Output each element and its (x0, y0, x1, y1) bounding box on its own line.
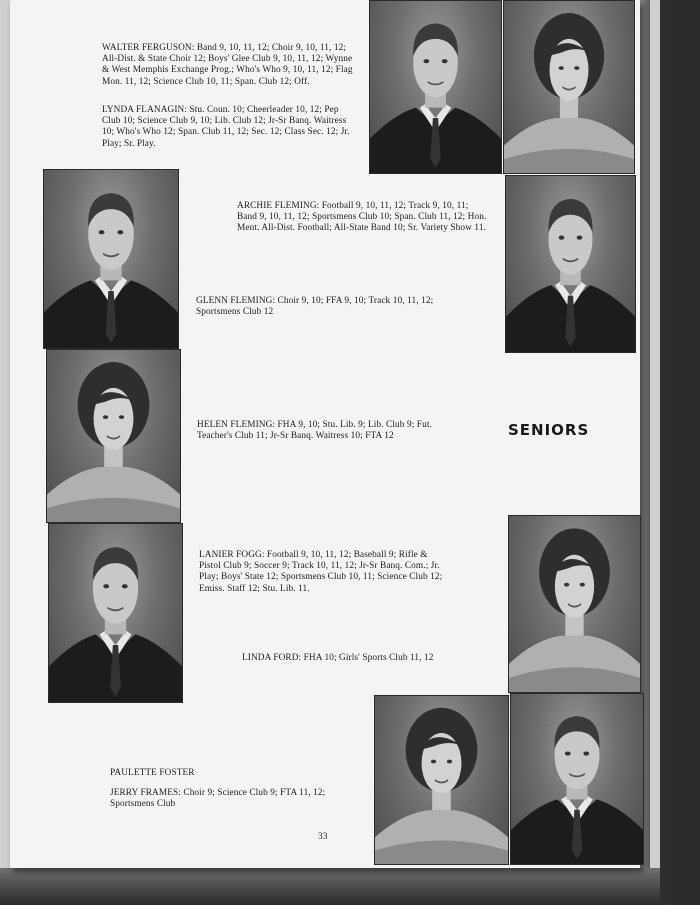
entry-walter-ferguson: WALTER FERGUSON: Band 9, 10, 11, 12; Choir 9, 10, 11, 12; All-Dist. & State Choir 12; Boys' Glee Club 9, 10, 11, 12; Wynne & West Memphis Exchange Prog.; Who's Who 9, 10, 11, 12; Flag Mon. 11, 12; Science Club 10, 11; Span. Club 12; Off. (102, 43, 353, 87)
entry-lynda-flanagin: LYNDA FLANAGIN: Stu. Coun. 10; Cheerleader 10, 12; Pep Club 10; Science Club 9, 10; Lib. Club 12; Jr-Sr Banq. Waitress 10; Who's Who 12; Span. Club 11, 12; Sec. 12; Class Sec. 12; Jr. Play; Sr. Play. (102, 105, 350, 149)
portrait-archie-fleming (505, 175, 636, 353)
entry-archie-fleming: ARCHIE FLEMING: Football 9, 10, 11, 12; Track 9, 10, 11; Band 9, 10, 11, 12; Sportsmens Club 10; Span. Club 11, 12; Hon. Ment. All-Dist. Football; All-State Band 10; Sr. Variety Show 11. (237, 201, 487, 234)
entry-linda-ford: LINDA FORD: FHA 10; Girls' Sports Club 11, 12 (242, 653, 434, 663)
page-number: 33 (318, 832, 328, 842)
female-portrait-icon (375, 696, 508, 864)
female-portrait-icon (509, 516, 640, 692)
portrait-helen-fleming (46, 349, 181, 523)
male-portrait-icon (44, 170, 178, 348)
portrait-linda-ford (508, 515, 641, 693)
entry-helen-fleming: HELEN FLEMING: FHA 9, 10; Stu. Lib. 9; Lib. Club 9; Fut. Teacher's Club 11; Jr-Sr Banq. Waitress 10; FTA 12 (197, 420, 432, 442)
entry-paulette-foster: PAULETTE FOSTER (110, 768, 195, 778)
portrait-lynda-flanagin (503, 0, 635, 174)
portrait-jerry-frames (510, 693, 644, 865)
portrait-glenn-fleming (43, 169, 179, 349)
male-portrait-icon (506, 176, 635, 352)
entry-lanier-fogg: LANIER FOGG: Football 9, 10, 11, 12; Baseball 9; Rifle & Pistol Club 9; Soccer 9; Track 10, 11, 12; Jr-Sr Banq. Com.; Jr. Play; Boys' State 12; Sportsmens Club 10, 11; Science Club 12; Emiss. Staff 12; Stu. Lib. 11. (199, 550, 443, 594)
portrait-walter-ferguson (369, 0, 502, 174)
male-portrait-icon (511, 694, 643, 864)
female-portrait-icon (47, 350, 180, 522)
male-portrait-icon (49, 524, 182, 702)
male-portrait-icon (370, 1, 501, 173)
page-edge-bottom (0, 868, 660, 905)
section-heading: SENIORS (508, 421, 590, 439)
female-portrait-icon (504, 1, 634, 173)
portrait-paulette-foster (374, 695, 509, 865)
entry-glenn-fleming: GLENN FLEMING: Choir 9, 10; FFA 9, 10; Track 10, 11, 12; Sportsmens Club 12 (196, 296, 434, 318)
portrait-lanier-fogg (48, 523, 183, 703)
entry-jerry-frames: JERRY FRAMES: Choir 9; Science Club 9; FTA 11, 12; Sportsmens Club (110, 788, 326, 810)
